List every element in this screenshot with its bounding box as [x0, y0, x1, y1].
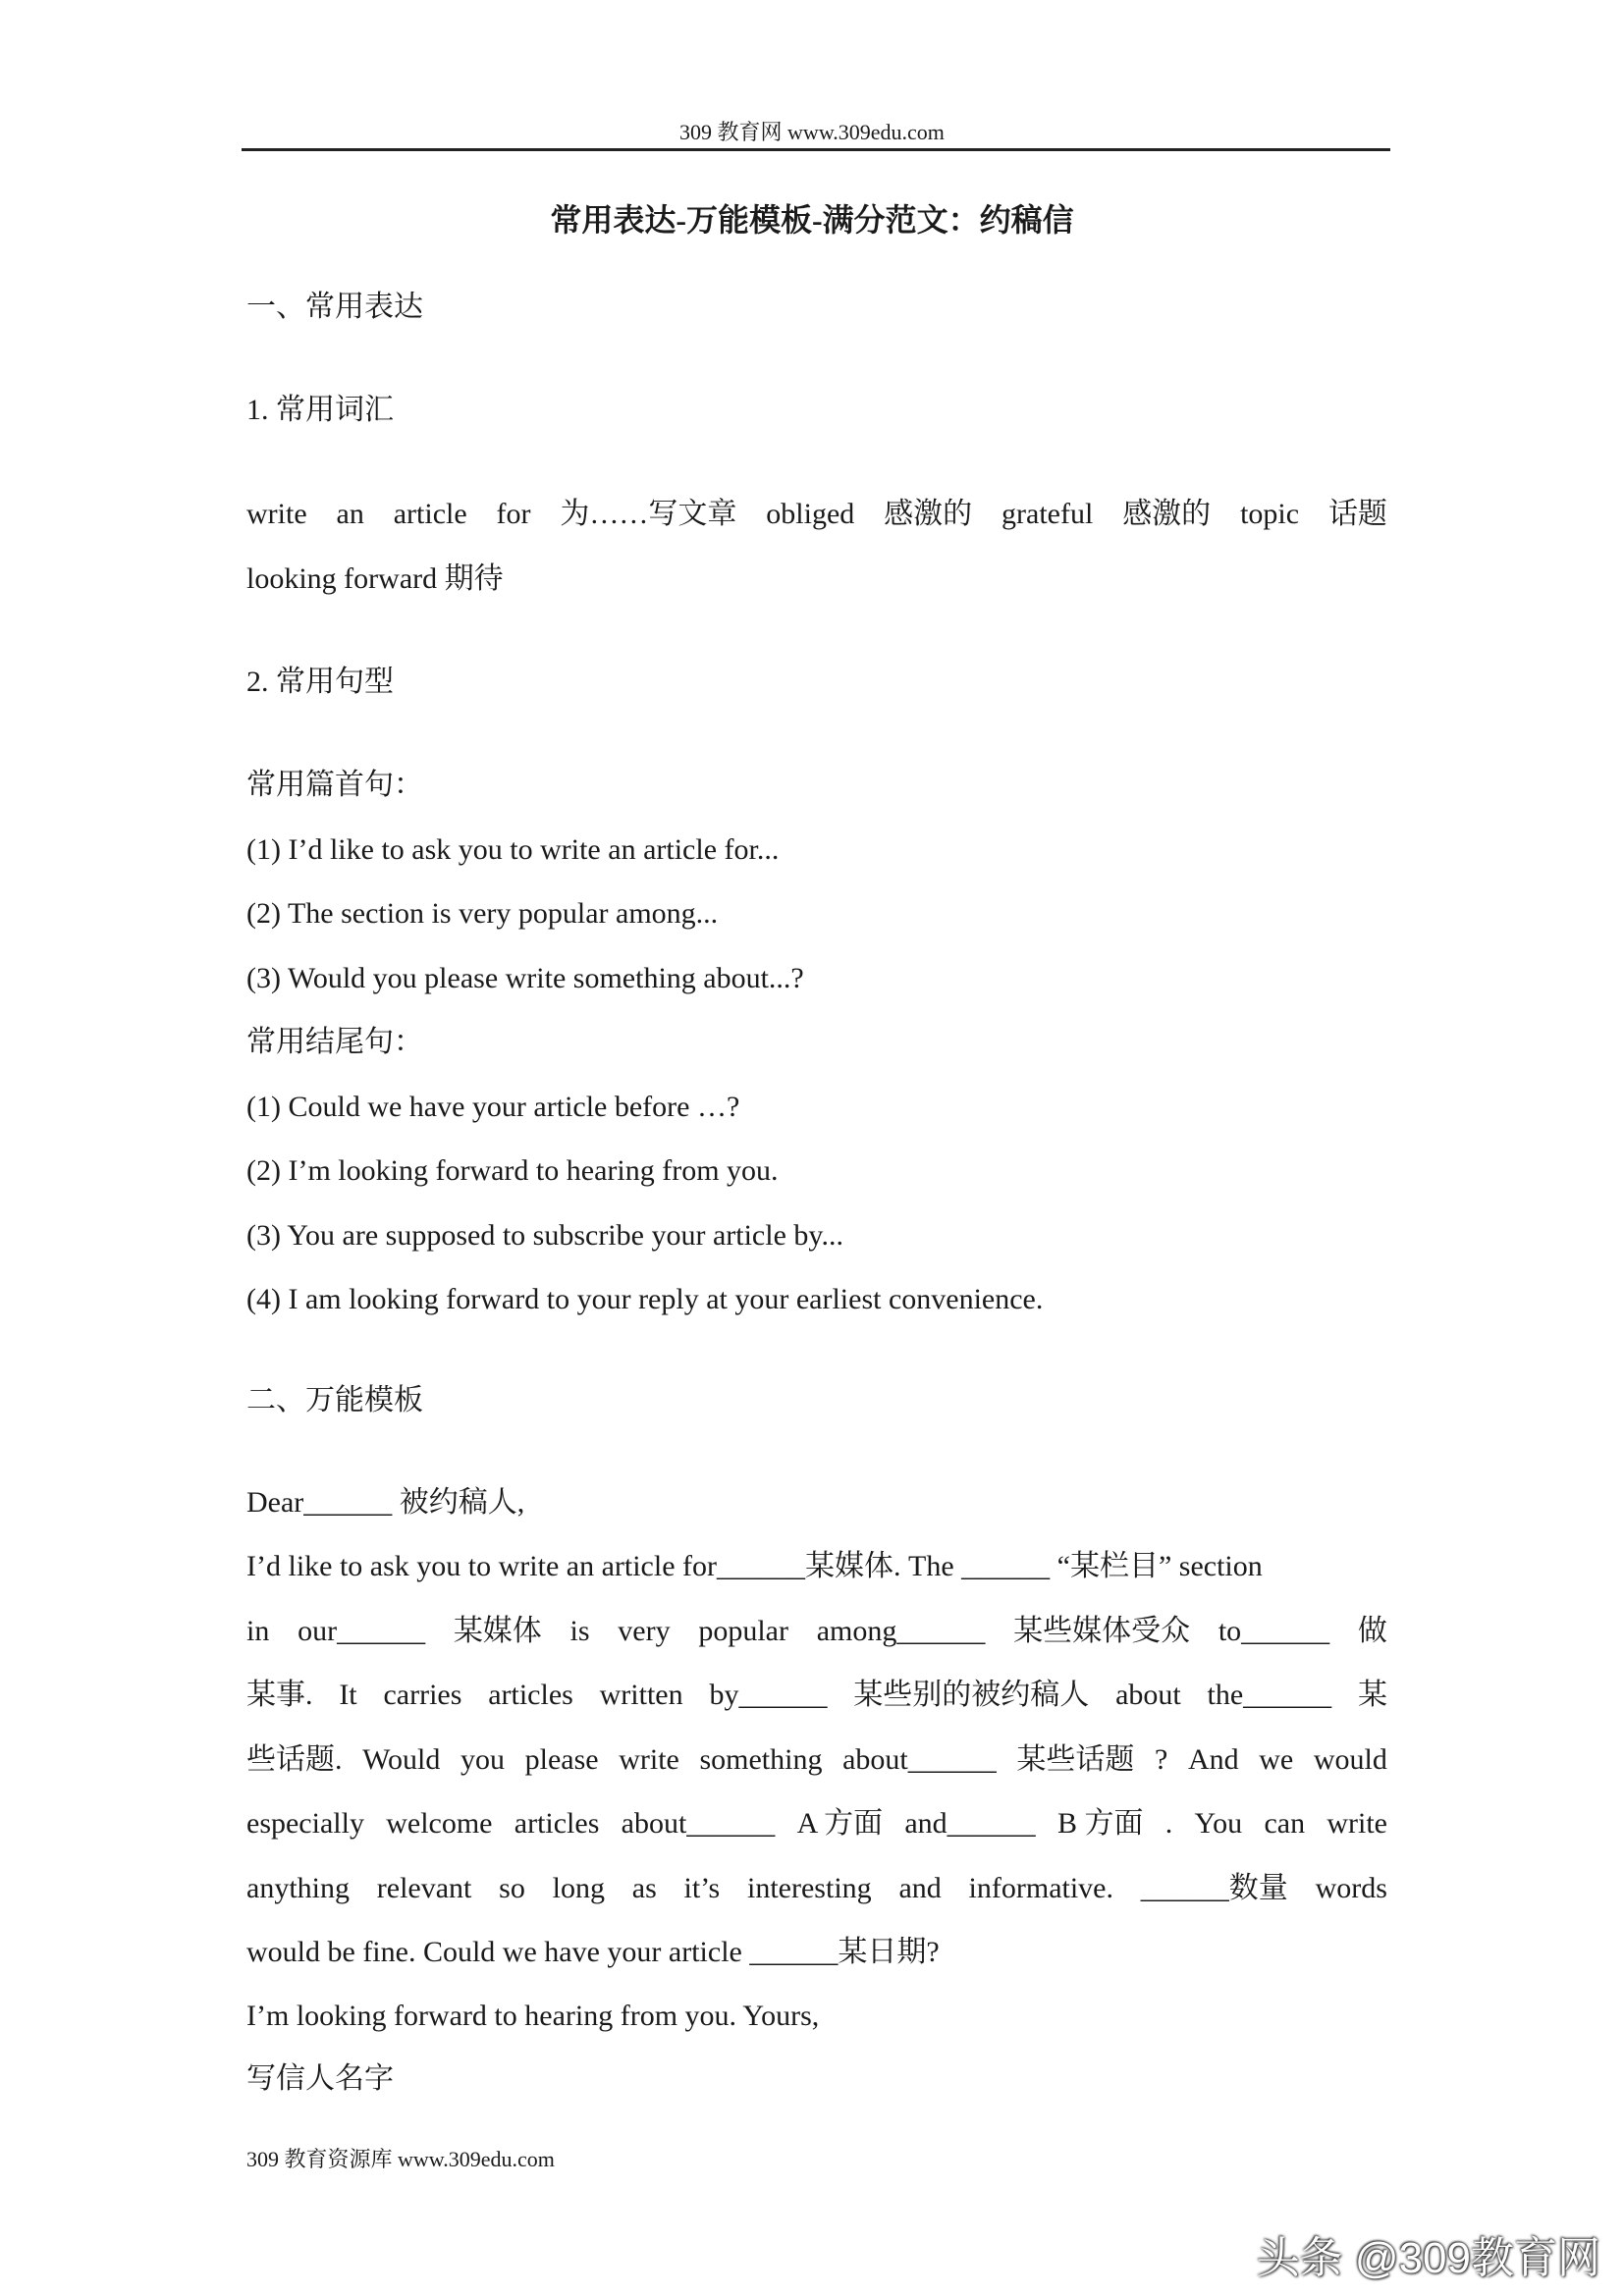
closing-sentence: (2) I’m looking forward to hearing from you.	[246, 1154, 779, 1187]
letter-signature: 写信人名字	[246, 2062, 394, 2095]
template-line: would be fine. Could we have your article ______某日期?	[246, 1936, 940, 1968]
vocab-word: obliged	[766, 498, 855, 530]
template-word: write	[619, 1743, 679, 1776]
template-word: 某媒体	[453, 1615, 542, 1647]
opening-sentence: (1) I’d like to ask you to write an article for...	[246, 833, 780, 866]
template-word: popular	[698, 1615, 788, 1647]
letter-closing: I’m looking forward to hearing from you. Yours,	[246, 2000, 820, 2032]
template-word: especially	[246, 1807, 364, 1840]
template-word: as	[631, 1872, 657, 1904]
template-word: ?	[1155, 1743, 1168, 1776]
template-word: .	[1164, 1807, 1173, 1840]
template-word: 某些媒体受众	[1013, 1615, 1191, 1647]
template-line	[246, 1807, 1387, 1841]
template-word: written	[599, 1679, 683, 1711]
template-word: articles	[514, 1807, 600, 1840]
template-word: 些话题.	[246, 1743, 343, 1776]
template-line	[246, 1743, 1387, 1777]
vocab-word: 话题	[1327, 498, 1387, 530]
template-word: interesting	[747, 1872, 872, 1904]
template-word: about______	[842, 1743, 997, 1776]
section1-heading: 一、常用表达	[246, 291, 423, 323]
header-divider	[242, 148, 1390, 151]
template-line	[246, 1615, 1387, 1648]
vocab-word: 感激的	[1122, 498, 1212, 530]
vocab-word: article	[393, 498, 467, 530]
watermark: 头条 @309教育网	[1256, 2234, 1600, 2282]
template-word: 某些话题	[1016, 1743, 1135, 1776]
opening-sentence: (2) The section is very popular among...	[246, 897, 719, 930]
vocab-word: for	[496, 498, 531, 530]
page-title: 常用表达-万能模板-满分范文：约稿信	[550, 202, 1074, 238]
template-word: among______	[816, 1615, 986, 1647]
template-line: I’d like to ask you to write an article for______某媒体. The ______ “某栏目” section	[246, 1550, 1263, 1582]
template-word: so	[499, 1872, 525, 1904]
opening-label: 常用篇首句：	[246, 769, 423, 801]
vocab-word: an	[336, 498, 364, 530]
section2-heading: 二、万能模板	[246, 1384, 423, 1416]
page-header: 309 教育网 www.309edu.com	[679, 120, 945, 144]
template-word: It	[339, 1679, 357, 1711]
template-word: A 方面	[796, 1807, 884, 1840]
template-word: anything	[246, 1872, 350, 1904]
vocab-word: topic	[1240, 498, 1300, 530]
template-word: something	[699, 1743, 823, 1776]
template-word: the______	[1207, 1679, 1332, 1711]
template-word: 做	[1357, 1615, 1387, 1647]
vocab-word: 感激的	[884, 498, 973, 530]
template-word: it’s	[683, 1872, 721, 1904]
template-word: Would	[362, 1743, 441, 1776]
template-word: words	[1315, 1872, 1387, 1904]
closing-sentence: (4) I am looking forward to your reply at your earliest convenience.	[246, 1283, 1044, 1315]
template-word: articles	[488, 1679, 573, 1711]
closing-sentence: (3) You are supposed to subscribe your article by...	[246, 1219, 843, 1252]
template-word: 某些别的被约稿人	[853, 1679, 1090, 1711]
vocab-subheading: 1. 常用词汇	[246, 394, 394, 426]
template-word: very	[618, 1615, 671, 1647]
vocab-line-2: looking forward 期待	[246, 562, 504, 595]
vocab-word: write	[246, 498, 307, 530]
template-word: long	[552, 1872, 605, 1904]
template-word: write	[1326, 1807, 1387, 1840]
template-word: relevant	[376, 1872, 472, 1904]
opening-sentence: (3) Would you please write something about...?	[246, 962, 804, 994]
closing-sentence: (1) Could we have your article before …?	[246, 1091, 740, 1123]
template-word: in	[246, 1615, 270, 1647]
template-word: 某	[1358, 1679, 1387, 1711]
template-word: about______	[621, 1807, 776, 1840]
template-word: you	[460, 1743, 505, 1776]
template-word: and______	[904, 1807, 1036, 1840]
template-word: ______数量	[1140, 1872, 1288, 1904]
template-line	[246, 1679, 1387, 1712]
template-word: please	[524, 1743, 599, 1776]
page-footer: 309 教育资源库 www.309edu.com	[246, 2147, 555, 2171]
template-word: You	[1194, 1807, 1243, 1840]
template-word: by______	[709, 1679, 828, 1711]
template-word: to______	[1218, 1615, 1330, 1647]
template-line	[246, 1872, 1387, 1905]
template-word: and	[898, 1872, 942, 1904]
template-word: our______	[298, 1615, 426, 1647]
vocab-line-1	[246, 498, 1387, 531]
template-word: welcome	[386, 1807, 493, 1840]
template-word: we	[1259, 1743, 1294, 1776]
template-word: carries	[383, 1679, 462, 1711]
template-word: is	[569, 1615, 590, 1647]
template-word: can	[1264, 1807, 1306, 1840]
closing-label: 常用结尾句：	[246, 1026, 423, 1058]
template-word: 某事.	[246, 1679, 313, 1711]
vocab-word: 为……写文章	[560, 498, 737, 530]
vocab-word: grateful	[1001, 498, 1094, 530]
sentences-subheading: 2. 常用句型	[246, 666, 394, 698]
template-word: And	[1187, 1743, 1239, 1776]
template-word: informative.	[968, 1872, 1113, 1904]
template-word: B 方面	[1056, 1807, 1144, 1840]
template-word: about	[1115, 1679, 1181, 1711]
letter-salutation: Dear______ 被约稿人,	[246, 1486, 525, 1519]
template-word: would	[1313, 1743, 1387, 1776]
